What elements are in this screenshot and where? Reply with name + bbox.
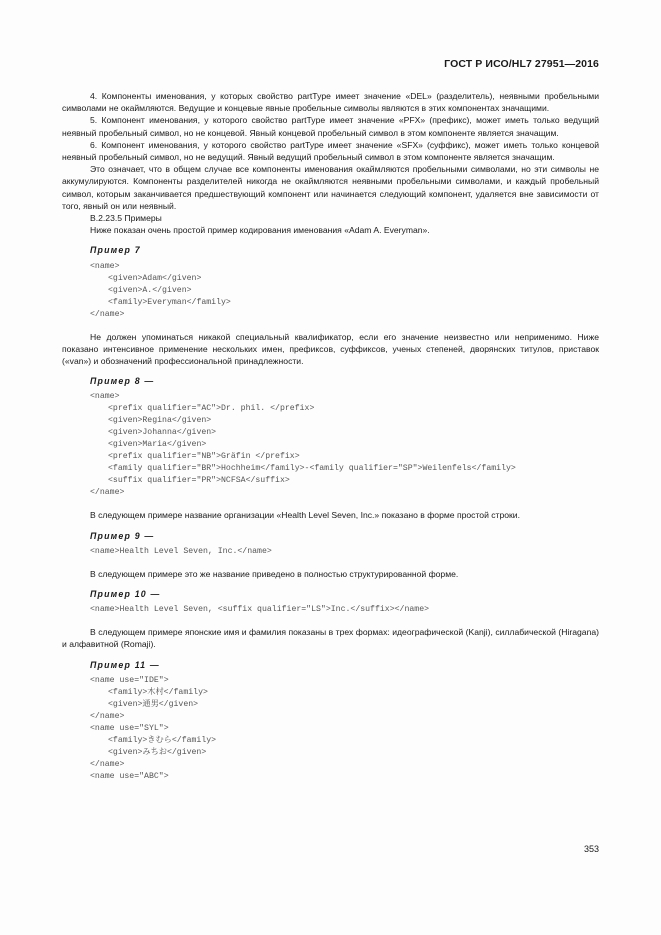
code-line: </name> (90, 309, 125, 319)
code-line: <prefix qualifier="NB">Gräfin </prefix> (108, 452, 300, 462)
example-11-label: Пример 11 — (90, 659, 160, 670)
code-line: <given>Regina</given> (108, 416, 212, 426)
example-7-label: Пример 7 (90, 245, 141, 256)
paragraph-no-qualifier: Не должен упоминаться никакой специальный квалификатор, если его значение неизвестно или неприменимо. Ниже показано интенсивное применение нескольких имен, префиксов, суффиксов, ученых степеней, дворянских титулов, приставок («van») и обозначений профессиональной принадлежности. (62, 331, 599, 367)
code-line: </name> (90, 759, 125, 769)
code-line: <family>木村</family> (108, 687, 208, 697)
code-line: <given>Adam</given> (108, 273, 202, 283)
code-line: <name> (90, 261, 120, 271)
paragraph-5: 5. Компонент именования, у которого свойство partType имеет значение «PFX» (префикс), может иметь только ведущий неявный пробельный символ, но не концевой. Явный концевой пробельный символ в этом компоненте является значащим. (62, 115, 599, 138)
paragraph-org-simple: В следующем примере название организации «Health Level Seven, Inc.» показано в форме простой строки. (90, 510, 520, 521)
example-11-code (62, 675, 599, 783)
paragraph-org-structured: В следующем примере это же название приведено в полностью структурированной форме. (90, 568, 459, 579)
code-line: <suffix qualifier="PR">NCFSA</suffix> (108, 476, 290, 486)
example-10-code (62, 604, 599, 616)
code-line: <given>Maria</given> (108, 440, 207, 450)
code-line: <name use="SYL"> (90, 723, 169, 733)
paragraph-4: 4. Компоненты именования, у которых свойство partType имеет значение «DEL» (разделитель), неявными пробельными символами не окаймляются. Ведущие и концевые явные пробельные символы являются в этих компонентах значащими. (62, 91, 599, 114)
code-line: <name use="IDE"> (90, 675, 169, 685)
example-8-code (62, 391, 599, 499)
code-line: <given>通男</given> (108, 699, 199, 709)
code-line: <family>きむら</family> (108, 735, 217, 745)
code-line: <prefix qualifier="AC">Dr. phil. </prefix> (108, 404, 315, 414)
code-line: </name> (90, 711, 125, 721)
code-line: <name use="ABC"> (90, 771, 169, 781)
example-9-code (62, 546, 599, 558)
code-line: <family qualifier="BR">Hochheim</family>-<family qualifier="SP">Weilenfels</family> (108, 464, 516, 474)
example-7-code (62, 261, 599, 321)
code-line: </name> (90, 488, 125, 498)
code-line: <given>Johanna</given> (108, 428, 217, 438)
example-8-label: Пример 8 — (90, 376, 155, 387)
paragraph-6: 6. Компонент именования, у которого свойство partType имеет значение «SFX» (суффикс), может иметь только концевой неявный пробельный символ, но не ведущий. Явный ведущий пробельный символ в этом компоненте является значащим. (62, 139, 599, 163)
code-line: <given>みちお</given> (108, 747, 207, 757)
paragraph-japanese: В следующем примере японские имя и фамилия показаны в трех формах: идеографической (Kanji), силлабической (Hiragana) и алфавитной (Romaji). (62, 627, 599, 650)
code-line: <name>Health Level Seven, <suffix qualifier="LS">Inc.</suffix></name> (90, 605, 430, 615)
code-line: <family>Everyman</family> (108, 297, 231, 307)
code-line: <name>Health Level Seven, Inc.</name> (90, 546, 272, 556)
standard-header: ГОСТ Р ИСО/HL7 27951—2016 (444, 58, 599, 70)
example-9-label: Пример 9 — (90, 530, 155, 541)
code-line: <given>A.</given> (108, 285, 192, 295)
code-line: <name> (90, 392, 120, 402)
document-body (62, 90, 599, 783)
page-number: 353 (583, 844, 599, 854)
section-heading: B.2.23.5 Примеры (90, 213, 162, 224)
example-10-label: Пример 10 — (90, 589, 161, 600)
paragraph-intro: Ниже показан очень простой пример кодирования именования «Adam A. Everyman». (90, 225, 430, 236)
paragraph-means: Это означает, что в общем случае все компоненты именования окаймляются пробельными символами, но эти символы не аккумулируются. Компоненты разделителей никогда не окаймляются неявными пробельными символами, и каждый пробельный символ, которым заканчивается предшествующий компонент или начинается следующий компонент, удаляется вне зависимости от того, явный он или неявный. (62, 164, 599, 211)
